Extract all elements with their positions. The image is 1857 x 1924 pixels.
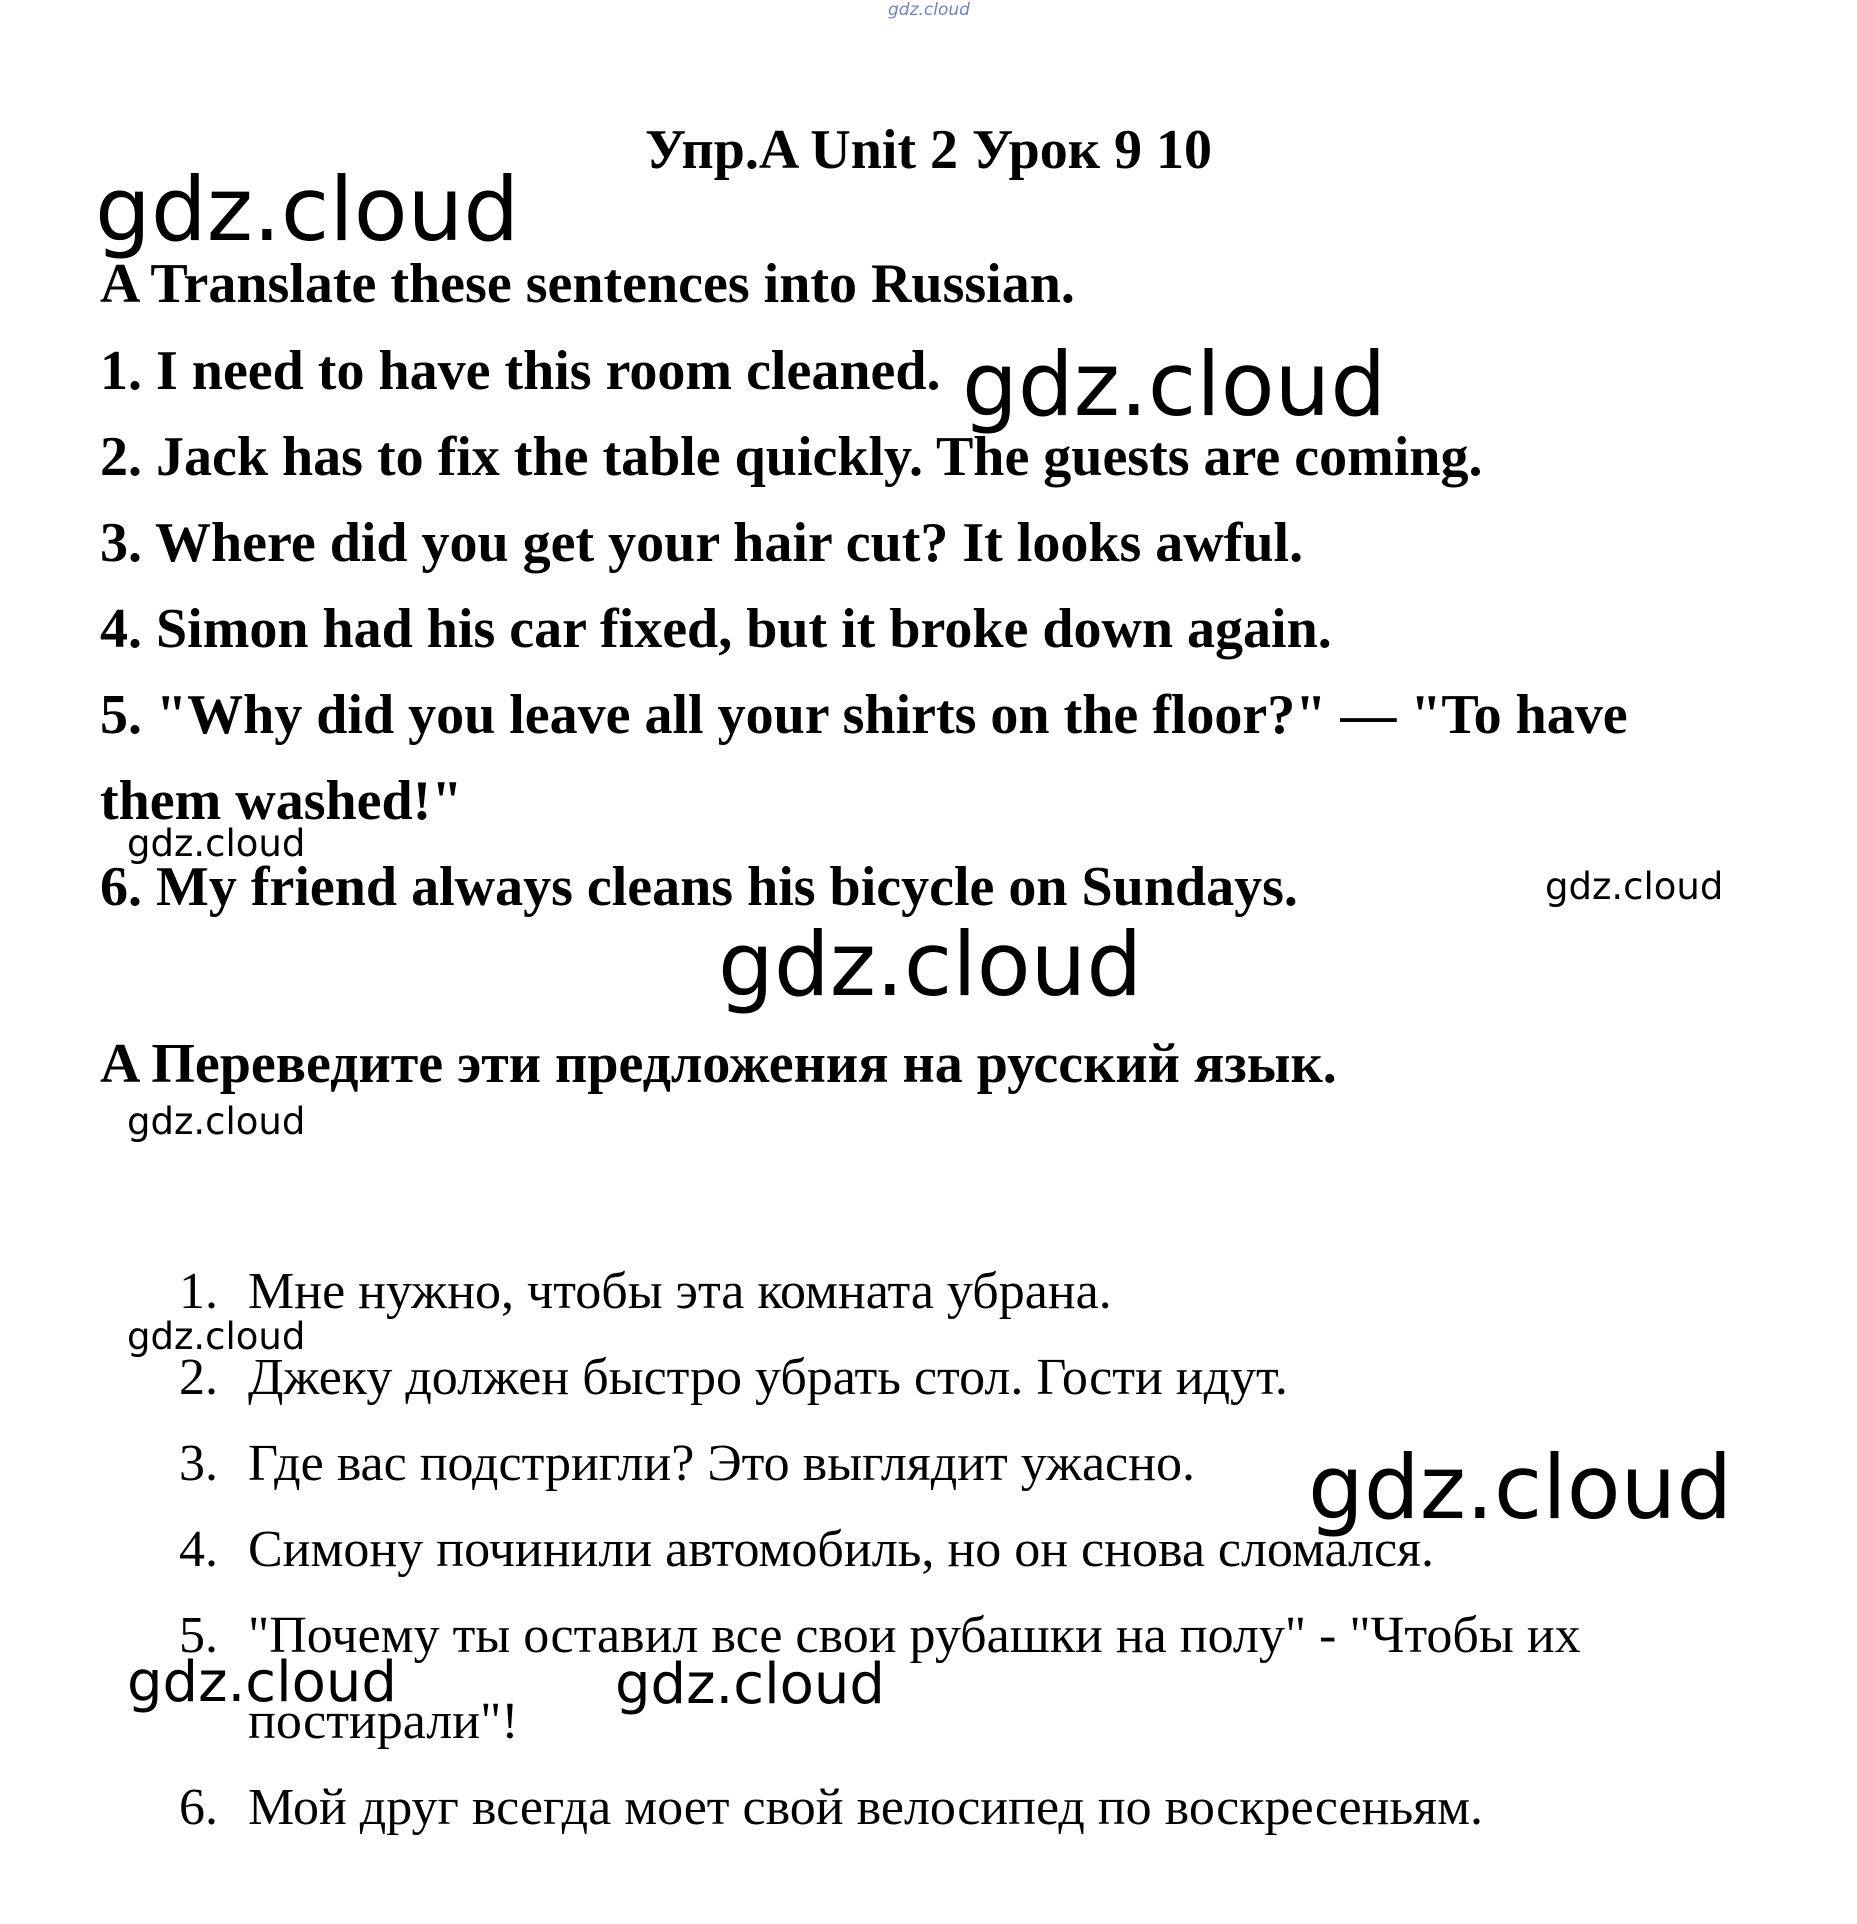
ru-item-number: 2. [179,1349,218,1406]
ru-item-number: 3. [179,1435,218,1492]
ru-item-number: 1. [179,1263,218,1320]
top-watermark: gdz.cloud [888,0,970,20]
ru-item-number: 5. [179,1607,218,1664]
watermark: gdz.cloud [127,1650,397,1715]
ru-item-number: 4. [179,1521,218,1578]
ru-item-number: 6. [179,1779,218,1836]
ru-item-text: Джеку должен быстро убрать стол. Гости идут. [248,1349,1288,1406]
sentence-en-3: 3. Where did you get your hair cut? It looks awful. [100,512,1304,574]
watermark: gdz.cloud [127,1315,306,1358]
sentence-en-2: 2. Jack has to fix the table quickly. The guests are coming. [100,426,1483,488]
watermark: gdz.cloud [615,1652,885,1717]
watermark: gdz.cloud [1308,1436,1733,1539]
instruction-english: A Translate these sentences into Russian. [100,253,1075,315]
ru-item-text: "Почему ты оставил все свои рубашки на полу" - "Чтобы их [248,1607,1581,1664]
ru-item-text: Мне нужно, чтобы эта комната убрана. [248,1263,1112,1320]
sentence-en-5-cont: them washed!" [100,770,463,832]
sentence-en-5: 5. "Why did you leave all your shirts on the floor?" — "To have [100,684,1628,746]
watermark: gdz.cloud [1545,865,1724,908]
watermark: gdz.cloud [718,913,1143,1016]
page-title: Упр.A Unit 2 Урок 9 10 [645,119,1212,181]
ru-item-text: Мой друг всегда моет свой велосипед по воскресеньям. [248,1779,1483,1836]
ru-item-text: Симону починили автомобиль, но он снова сломался. [248,1521,1434,1578]
sentence-en-4: 4. Simon had his car fixed, but it broke down again. [100,598,1332,660]
watermark: gdz.cloud [95,158,520,261]
watermark: gdz.cloud [127,1100,306,1143]
ru-item-text: Где вас подстригли? Это выглядит ужасно. [248,1435,1195,1492]
watermark: gdz.cloud [962,333,1387,436]
instruction-russian: A Переведите эти предложения на русский язык. [100,1033,1337,1095]
sentence-en-1: 1. I need to have this room cleaned. [100,340,941,402]
watermark: gdz.cloud [127,822,306,865]
sentence-en-6: 6. My friend always cleans his bicycle on Sundays. [100,856,1298,918]
ru-item-text-cont: постирали"! [248,1693,519,1750]
